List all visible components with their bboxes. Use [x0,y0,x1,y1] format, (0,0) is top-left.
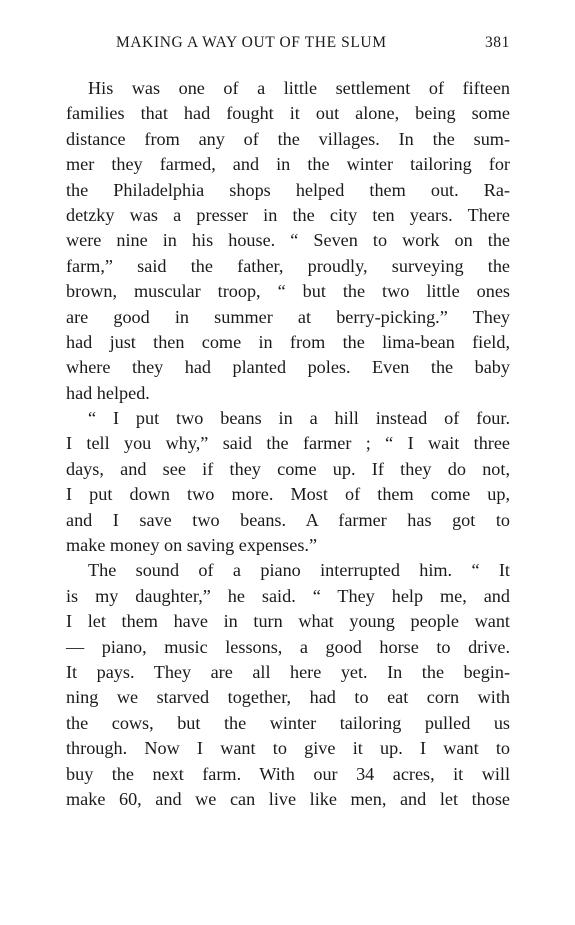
text-line: distance from any of the villages. In the sum- [66,128,510,149]
text-line: through. Now I want to give it up. I want to [66,738,510,759]
text-line: I tell you why,” said the farmer ; “ I wait three [66,433,510,454]
text-line: are good in summer at berry-picking.” They [66,306,510,327]
text-line: had just then come in from the lima-bean field, [66,331,510,352]
text-line: where they had planted poles. Even the baby [66,357,510,378]
text-line: days, and see if they come up. If they do not, [66,458,510,479]
text-line: were nine in his house. “ Seven to work on the [66,230,510,251]
text-line: the Philadelphia shops helped them out. Ra- [66,179,510,200]
text-line: farm,” said the father, proudly, surveying the [66,255,510,276]
text-line: I put down two more. Most of them come up, [66,484,510,505]
text-line: I let them have in turn what young people want [66,611,510,632]
text-line: The sound of a piano interrupted him. “ It [88,560,510,581]
text-line: — piano, music lessons, a good horse to drive. [66,636,510,657]
text-line: had helped. [66,382,150,403]
text-line: His was one of a little settlement of fifteen [88,78,510,98]
text-line: and I save two beans. A farmer has got to [66,509,510,530]
text-line: is my daughter,” he said. “ They help me, and [66,585,510,606]
page-number: 381 [484,34,510,51]
text-line: families that had fought it out alone, being some [66,103,510,124]
text-line: detzky was a presser in the city ten years. There [66,204,510,225]
text-line: It pays. They are all here yet. In the begin- [66,661,510,682]
text-line: make 60, and we can live like men, and let those [66,788,510,809]
text-line: make money on saving expenses.” [66,535,318,556]
running-head-title: MAKING A WAY OUT OF THE SLUM [116,34,387,51]
text-line: the cows, but the winter tailoring pulled us [66,712,510,733]
text-line: ning we starved together, had to eat corn with [66,687,510,708]
text-line: “ I put two beans in a hill instead of four. [88,408,510,429]
body-text [66,76,510,812]
text-line: brown, muscular troop, “ but the two little ones [66,281,510,302]
text-line: mer they farmed, and in the winter tailoring for [66,154,510,175]
text-line: buy the next farm. With our 34 acres, it will [66,763,510,784]
